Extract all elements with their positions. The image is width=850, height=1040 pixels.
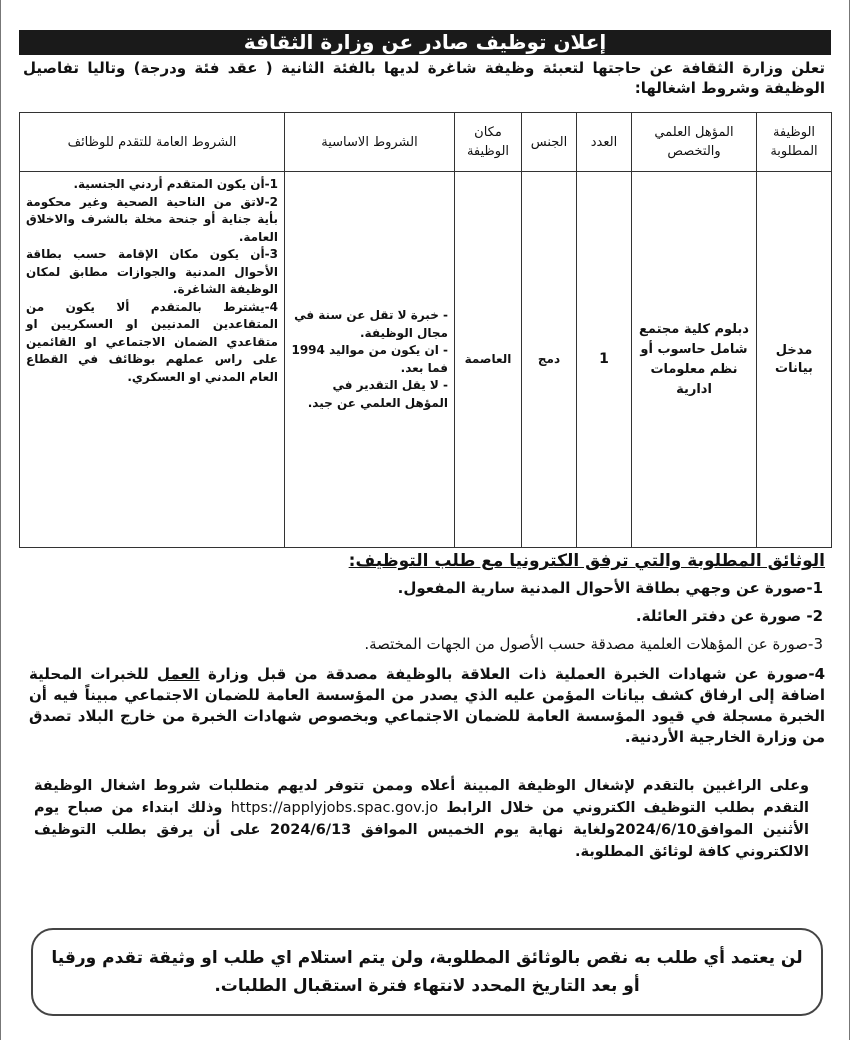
document-item-4-text-b: للخبرات المحلية اضافة إلى ارفاق كشف بيانات المؤمن عليه الذي يصدر من المؤسسة العامة للضمان الاجتماعي مبيناً فيه أن الخبرة مسجلة في قيود المؤسسة العامة للضمان الاجتماعي وبخصوص شهادات الخبرة من خارج البلاد تصدق من وزارة الخارجية الأردنية. <box>29 665 825 746</box>
cell-general-conditions <box>20 172 285 548</box>
application-text-a: وعلى الراغبين بالتقدم لإشغال الوظيفة المبينة أعلاه وممن تتوفر لديهم متطلبات شروط اشغال الوظيفة التقدم بطلب التوظيف الكتروني من خلال الرابط <box>34 778 809 816</box>
table-header-row <box>20 113 832 172</box>
general-condition-3: 3-أن يكون مكان الإقامة حسب بطاقة الأحوال المدنية والجوازات مطابق لمكان الوظيفة الشاغرة. <box>26 247 278 296</box>
table-row <box>20 172 832 548</box>
intro-paragraph: تعلن وزارة الثقافة عن حاجتها لتعبئة وظيفة شاغرة لديها بالفئة الثانية ( عقد فئة ودرجة) وتاليا تفاصيل الوظيفة وشروط اشغالها: <box>23 59 825 97</box>
application-link[interactable]: https://applyjobs.spac.gov.jo <box>230 800 439 816</box>
basic-condition-2: - ان يكون من مواليد 1994 فما بعد. <box>291 343 448 375</box>
announcement-title: إعلان توظيف صادر عن وزارة الثقافة <box>19 30 831 55</box>
general-condition-4: 4-يشترط بالمتقدم ألا يكون من المتقاعدين المدنيين او العسكريين او متقاعدي الضمان الاجتماعي او القائمين على راس عملهم بوظائف في القطاع العام المدني او العسكري. <box>26 299 278 384</box>
notice-box <box>31 928 823 1016</box>
basic-condition-1: - خبرة لا تقل عن سنة في مجال الوظيفة. <box>294 308 448 340</box>
document-item-4-text-a: 4-صورة عن شهادات الخبرة العملية ذات العلاقة بالوظيفة مصدقة من قبل وزارة <box>199 665 825 683</box>
documents-heading: الوثائق المطلوبة والتي ترفق الكترونيا مع طلب التوظيف: <box>348 551 825 571</box>
notice-line-2: أو بعد التاريخ المحدد لانتهاء فترة استقبال الطلبات. <box>214 976 640 996</box>
header-gender: الجنس <box>522 113 577 172</box>
cell-location: العاصمة <box>455 172 522 548</box>
document-item-4-underlined: العمل <box>156 665 200 683</box>
application-text-b: وذلك ابتداء من صباح يوم الأثنين الموافق2024/6/10ولغاية نهاية يوم الخميس الموافق 2024/6/13 على أن يرفق بطلب التوظيف الالكتروني كافة لوثائق المطلوبة. <box>34 800 809 860</box>
basic-condition-3: - لا يقل التقدير في المؤهل العلمي عن جيد. <box>307 378 448 410</box>
job-table <box>19 112 832 548</box>
header-general-conditions: الشروط العامة للتقدم للوظائف <box>20 113 285 172</box>
notice-line-1: لن يعتمد أي طلب به نقص بالوثائق المطلوبة، ولن يتم استلام اي طلب او وثيقة تقدم ورقيا <box>51 948 803 968</box>
cell-basic-conditions <box>285 172 455 548</box>
cell-job: مدخل بيانات <box>757 172 832 548</box>
header-qualification: المؤهل العلمي والتخصص <box>632 113 757 172</box>
cell-count: 1 <box>577 172 632 548</box>
header-job: الوظيفة المطلوبة <box>757 113 832 172</box>
document-item-1: 1-صورة عن وجهي بطاقة الأحوال المدنية سارية المفعول. <box>397 579 823 597</box>
document-item-3: 3-صورة عن المؤهلات العلمية مصدقة حسب الأصول من الجهات المختصة. <box>364 635 823 653</box>
document-item-4 <box>29 664 825 748</box>
header-location: مكان الوظيفة <box>455 113 522 172</box>
application-paragraph <box>34 775 809 863</box>
cell-gender: دمج <box>522 172 577 548</box>
cell-qualification: دبلوم كلية مجتمع شامل حاسوب أو نظم معلومات ادارية <box>632 172 757 548</box>
header-basic-conditions: الشروط الاساسية <box>285 113 455 172</box>
header-count: العدد <box>577 113 632 172</box>
general-condition-2: 2-لاتق من الناحية الصحية وغير محكومة بأية جناية أو جنحة مخلة بالشرف والاخلاق العامة. <box>26 194 278 244</box>
general-condition-1: 1-أن يكون المتقدم أردني الجنسية. <box>73 177 278 191</box>
document-item-2: 2- صورة عن دفتر العائلة. <box>635 607 823 625</box>
